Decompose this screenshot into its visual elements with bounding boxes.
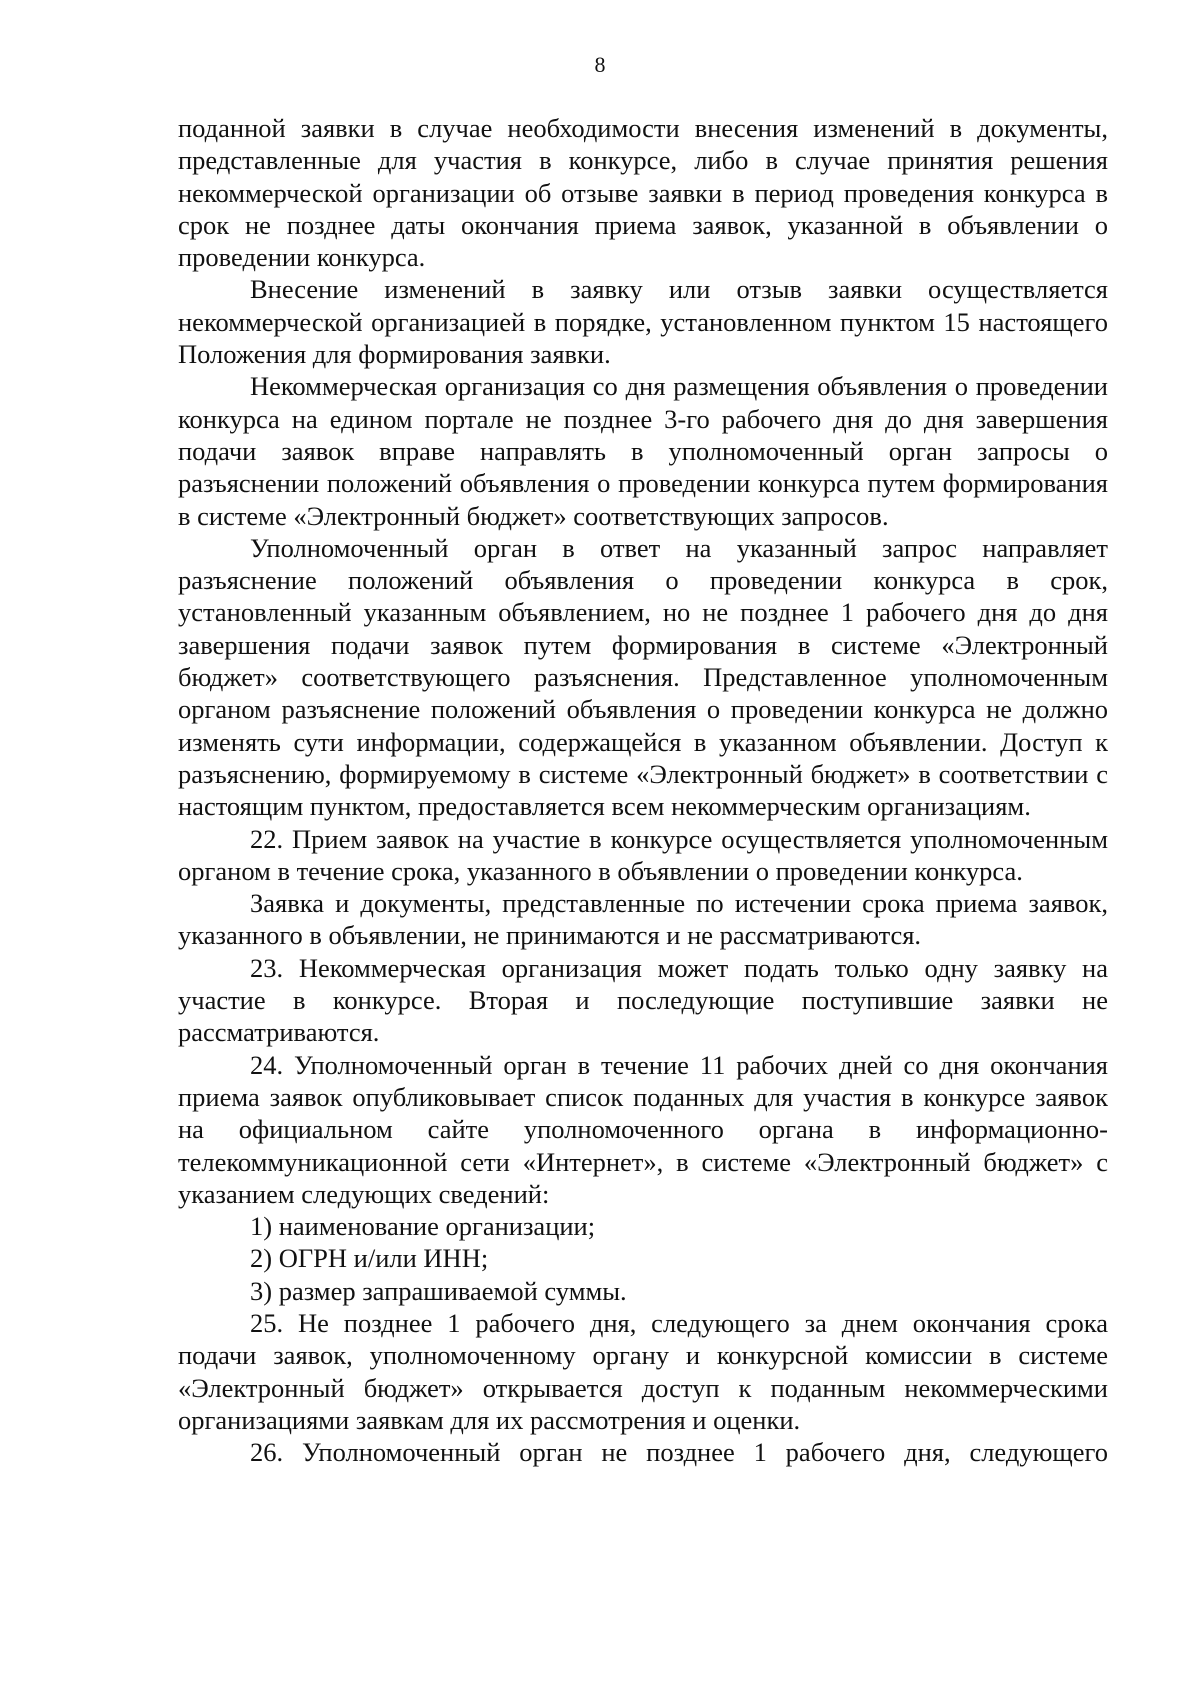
paragraph-amendment-procedure: Внесение изменений в заявку или отзыв заявки осуществляется некоммерческой организацией в порядке, установленном пунктом 15 настоящего Положения для формирования заявки.	[178, 274, 1108, 370]
paragraph-item-25: 25. Не позднее 1 рабочего дня, следующего за днем окончания срока подачи заявок, уполномоченному органу и конкурсной комиссии в системе «Электронный бюджет» открывается доступ к поданным некоммерческими организациями заявкам для их рассмотрения и оценки.	[178, 1307, 1108, 1435]
paragraph-clarification-response: Уполномоченный орган в ответ на указанный запрос направляет разъяснение положений объявления о проведении конкурса в срок, установленный указанным объявлением, но не позднее 1 рабочего дня до дня завершения подачи заявок путем формирования в системе «Электронный бюджет» соответствующего разъяснения. Представленное уполномоченным органом разъяснение положений объявления о проведении конкурса не должно изменять сути информации, содержащейся в указанном объявлении. Доступ к разъяснению, формируемому в системе «Электронный бюджет» в соответствии с настоящим пунктом, предоставляется всем некоммерческим организациям.	[178, 532, 1108, 822]
paragraph-item-24: 24. Уполномоченный орган в течение 11 рабочих дней со дня окончания приема заявок опубликовывает список поданных для участия в конкурсе заявок на официальном сайте уполномоченного органа в информационно-телекоммуникационной сети «Интернет», в системе «Электронный бюджет» с указанием следующих сведений:	[178, 1049, 1108, 1209]
paragraph-late-applications: Заявка и документы, представленные по истечении срока приема заявок, указанного в объявлении, не принимаются и не рассматриваются.	[178, 888, 1108, 951]
list-item-ogrn-inn: 2) ОГРН и/или ИНН;	[250, 1243, 489, 1274]
page-number: 8	[594, 52, 606, 77]
paragraph-item-26: 26. Уполномоченный орган не позднее 1 рабочего дня, следующего	[250, 1437, 1108, 1468]
list-item-organization-name: 1) наименование организации;	[250, 1211, 596, 1242]
paragraph-continuation: поданной заявки в случае необходимости внесения изменений в документы, представленные для участия в конкурсе, либо в случае принятия решения некоммерческой организации об отзыве заявки в период проведения конкурса в срок не позднее даты окончания приема заявок, указанной в объявлении о проведении конкурса.	[178, 113, 1108, 273]
paragraph-item-23: 23. Некоммерческая организация может подать только одну заявку на участие в конкурсе. Вторая и последующие поступившие заявки не рассматриваются.	[178, 952, 1108, 1048]
paragraph-item-22: 22. Прием заявок на участие в конкурсе осуществляется уполномоченным органом в течение срока, указанного в объявлении о проведении конкурса.	[178, 823, 1108, 886]
document-text	[178, 112, 1108, 1468]
paragraph-clarification-requests: Некоммерческая организация со дня размещения объявления о проведении конкурса на едином портале не позднее 3-го рабочего дня до дня завершения подачи заявок вправе направлять в уполномоченный орган запросы о разъяснении положений объявления о проведении конкурса путем формирования в системе «Электронный бюджет» соответствующих запросов.	[178, 371, 1108, 531]
list-item-requested-amount: 3) размер запрашиваемой суммы.	[250, 1275, 627, 1306]
